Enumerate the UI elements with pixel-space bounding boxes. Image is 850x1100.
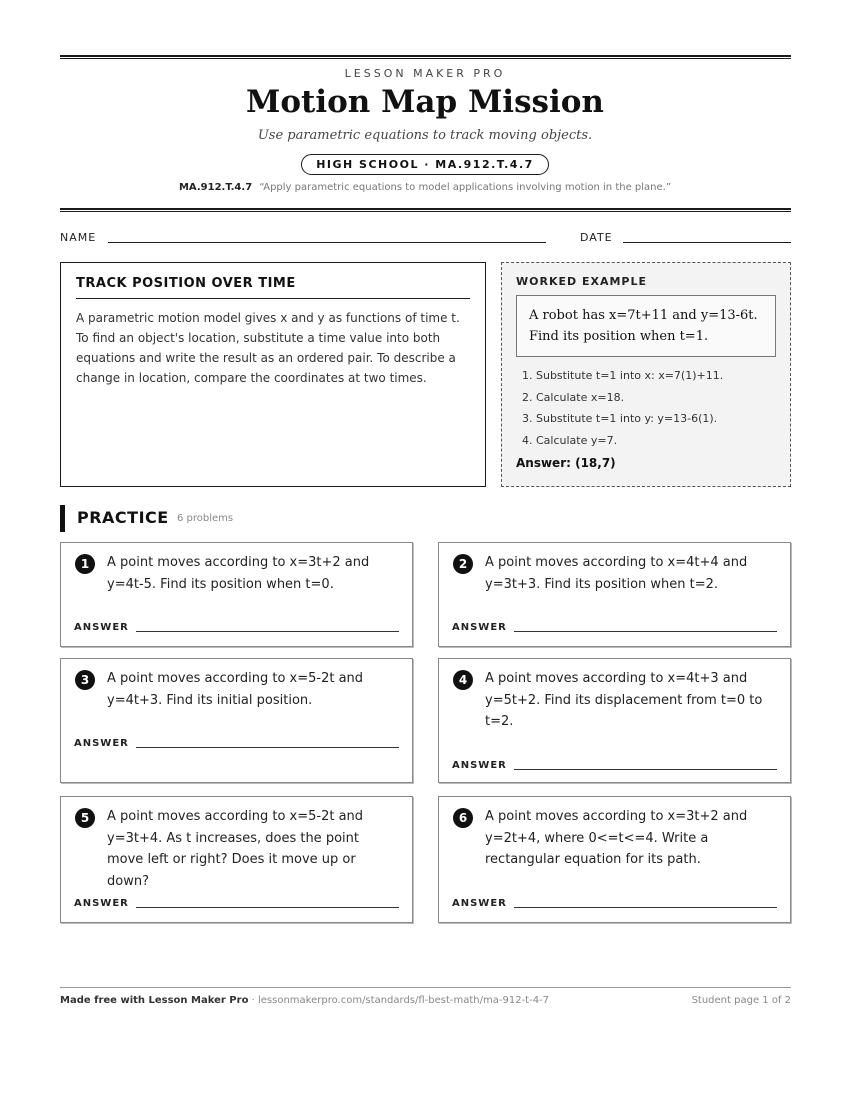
problem-number-badge: 5 — [75, 808, 95, 828]
concept-box — [60, 262, 486, 487]
standard-line — [0, 182, 850, 193]
grade-badge-wrap — [0, 153, 850, 175]
problem-text: A point moves according to x=5-2t and y=4t+3. Find its initial position. — [107, 671, 364, 708]
date-label: DATE — [580, 231, 613, 244]
concept-heading: TRACK POSITION OVER TIME — [76, 276, 470, 299]
problem-number-badge: 1 — [75, 554, 95, 574]
problem-card-1 — [60, 542, 413, 647]
worked-step: 4. Calculate y=7. — [522, 433, 618, 447]
concept-body: A parametric motion model gives x and y as functions of time t. To find an object's location, substitute a time value into both equations and write the result as an ordered pair. To describe a change in location, compare the coordinates at two times. — [76, 311, 460, 385]
answer-label: ANSWER — [452, 898, 507, 909]
worked-example-problem: A robot has x=7t+11 and y=13-6t. Find its position when t=1. — [516, 295, 776, 357]
footer-rule — [60, 987, 791, 988]
answer-field-2[interactable] — [514, 631, 777, 632]
brand-name: LESSON MAKER PRO — [344, 67, 506, 80]
footer-made-with: Made free with Lesson Maker Pro — [60, 995, 249, 1006]
problem-card-2 — [438, 542, 791, 647]
problem-card-3 — [60, 658, 413, 783]
answer-label: ANSWER — [74, 738, 129, 749]
problem-card-5 — [60, 796, 413, 923]
worked-example-box — [501, 262, 791, 487]
header-bottom-rule — [60, 208, 791, 212]
footer-url[interactable]: · lessonmakerpro.com/standards/fl-best-math/ma-912-t-4-7 — [248, 995, 550, 1006]
worked-step: 2. Calculate x=18. — [522, 390, 625, 404]
answer-field-6[interactable] — [514, 907, 777, 908]
problem-number-badge: 3 — [75, 670, 95, 690]
problem-number-badge: 6 — [453, 808, 473, 828]
answer-label: ANSWER — [452, 760, 507, 771]
name-field[interactable] — [108, 242, 546, 243]
problem-number-badge: 4 — [453, 670, 473, 690]
date-field[interactable] — [623, 242, 791, 243]
problem-text: A point moves according to x=4t+4 and y=3t+3. Find its position when t=2. — [485, 555, 748, 592]
page-subtitle: Use parametric equations to track moving objects. — [257, 128, 593, 143]
problem-card-6 — [438, 796, 791, 923]
answer-field-4[interactable] — [514, 769, 777, 770]
header-top-rule — [60, 55, 791, 59]
problem-number-badge: 2 — [453, 554, 473, 574]
answer-label: ANSWER — [452, 622, 507, 633]
practice-title: PRACTICE — [77, 508, 169, 527]
answer-field-3[interactable] — [136, 747, 399, 748]
practice-count: 6 problems — [177, 513, 234, 524]
worked-step: 1. Substitute t=1 into x: x=7(1)+11. — [522, 369, 724, 382]
worked-example-steps — [516, 365, 776, 451]
problem-text: A point moves according to x=3t+2 and y=2t+4, where 0<=t<=4. Write a rectangular equation for its path. — [485, 809, 748, 867]
answer-field-1[interactable] — [136, 631, 399, 632]
name-label: NAME — [60, 231, 97, 244]
problem-text: A point moves according to x=4t+3 and y=5t+2. Find its displacement from t=0 to t=2. — [485, 671, 763, 729]
standard-text: “Apply parametric equations to model applications involving motion in the plane.” — [259, 182, 672, 193]
practice-accent-bar — [60, 505, 65, 532]
problem-text: A point moves according to x=5-2t and y=3t+4. As t increases, does the point move left or right? Does it move up or down? — [107, 809, 364, 889]
answer-label: ANSWER — [74, 622, 129, 633]
answer-field-5[interactable] — [136, 907, 399, 908]
worked-step: 3. Substitute t=1 into y: y=13-6(1). — [522, 412, 718, 425]
footer-credit — [60, 995, 549, 1006]
page-title: Motion Map Mission — [246, 84, 604, 120]
footer-page-number: Student page 1 of 2 — [691, 995, 791, 1006]
grade-badge: HIGH SCHOOL · MA.912.T.4.7 — [301, 154, 549, 175]
worked-example-heading: WORKED EXAMPLE — [516, 275, 647, 288]
answer-label: ANSWER — [74, 898, 129, 909]
worked-example-answer: Answer: (18,7) — [516, 456, 616, 470]
problem-card-4 — [438, 658, 791, 783]
standard-code: MA.912.T.4.7 — [178, 182, 253, 193]
problem-text: A point moves according to x=3t+2 and y=4t-5. Find its position when t=0. — [107, 555, 370, 592]
